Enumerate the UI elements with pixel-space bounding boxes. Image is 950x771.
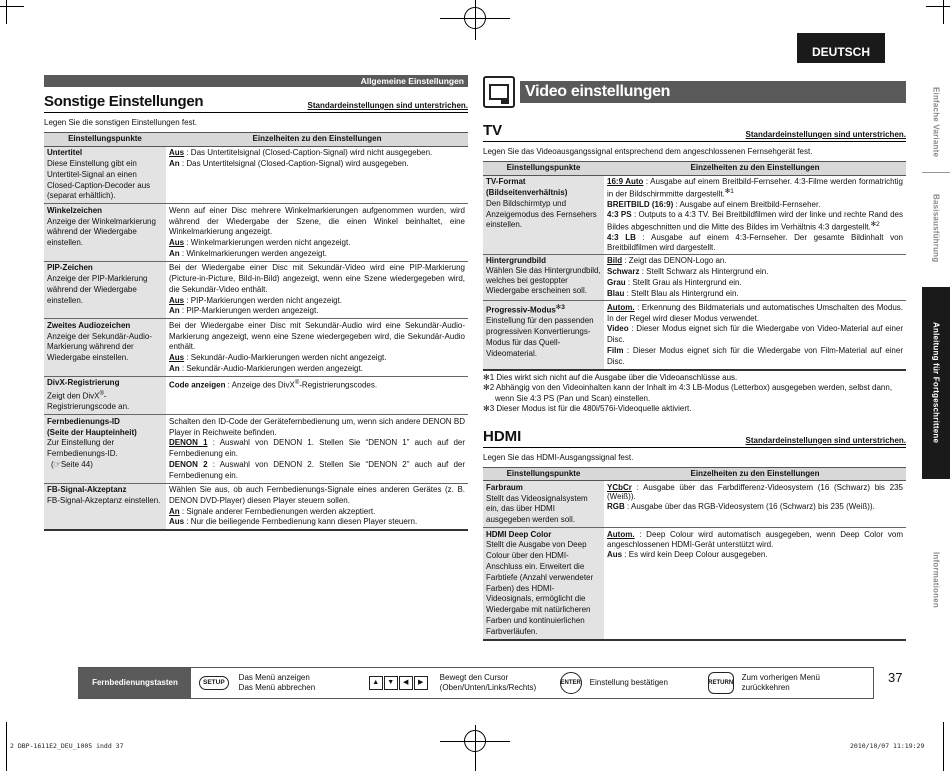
tv-table	[483, 161, 906, 371]
table-header	[44, 133, 468, 147]
table-row	[483, 481, 906, 528]
return-desc: Zum vorherigen Menü zurückkehren	[741, 673, 820, 692]
left-column	[44, 75, 468, 531]
column-header: Einzelheiten zu den Einstellungen	[604, 162, 906, 176]
setting-name: PIP-Zeichen	[47, 263, 93, 273]
option-text: : Auswahl von DENON 1. Stellen Sie “DENON 1” auch auf der Fernbedienung ein.	[169, 438, 466, 459]
tv-intro: Legen Sie das Videoausgangssignal entsprechend dem angeschlossenen Fernsehgerät fest.	[483, 147, 813, 156]
column-header: Einstellungspunkte	[483, 467, 604, 481]
standard-note: Standardeinstellungen sind unterstrichen.	[307, 101, 468, 110]
setting-desc: Wählen Sie das Hintergrundbild, welches bei gestoppter Wiedergabe erscheinen soll.	[486, 266, 601, 296]
option-key: Autom.	[607, 529, 635, 539]
option-key: Grau	[607, 277, 626, 287]
setting-name: Progressiv-Modus$^{✻3}$	[486, 303, 565, 315]
enter-key-icon: ENTER	[560, 672, 582, 694]
video-title: Video einstellungen	[520, 81, 906, 103]
setting-text: Wählen Sie aus, ob auch Fernbedienungs-Signale eines anderen Gerätes (z. B. DENON DVD-Player) diesen Player steuern sollen.	[169, 485, 465, 505]
option-key: YCbCr	[607, 482, 632, 492]
setting-desc: Zur Einstellung der Fernbedienungs-ID.	[47, 438, 118, 459]
option-text: : Ausgabe auf einem 4:3-Fernseher. Der gesamte Bildinhalt von Breitbildfilmen wird dargestellt.	[607, 232, 903, 252]
table-row	[483, 528, 906, 640]
option-text: : Outputs to a 4:3 TV. Bei Breitbildfilmen wird der linke und rechte Rand des Bildes abgeschnitten und die Mitte des Bildes im Verhältnis 4:3 dargestellt.	[607, 209, 903, 232]
standard-note: Standardeinstellungen sind unterstrichen.	[745, 130, 906, 139]
table-row	[44, 483, 468, 530]
hdmi-intro: Legen Sie das HDMI-Ausgangssignal fest.	[483, 452, 634, 462]
option-text: : Sekundär-Audio-Markierungen werden nicht angezeigt.	[184, 353, 387, 363]
option-key: An	[169, 159, 180, 169]
column-header: Einstellungspunkte	[44, 133, 166, 147]
footnote: ✻2 Abhängig von den Videoinhalten kann der Inhalt im 4:3 LB-Modus (Letterbox) ausgegeben werden, selbst dann, wenn Sie 4:3 PS (Pan und Scan) einstellen.	[483, 383, 893, 403]
table-row	[44, 204, 468, 261]
print-footer-right: 2010/10/07 11:19:29	[850, 742, 925, 750]
setting-desc: Stellt das Videosignalsystem ein, das über HDMI ausgegeben werden soll.	[486, 493, 588, 525]
video-banner	[483, 75, 906, 108]
settings-table	[44, 132, 468, 531]
option-key: An	[169, 363, 180, 373]
option-key: Schwarz	[607, 266, 640, 276]
setting-name: HDMI Deep Color	[486, 529, 552, 539]
option-key: 4:3 LB	[607, 232, 636, 242]
footnote: ✻3 Dieser Modus ist für die 480i/576i-Videoquelle aktiviert.	[483, 404, 692, 414]
table-header	[483, 467, 906, 481]
tab-einfache-variante[interactable]: Einfache Variante	[931, 87, 941, 158]
setting-desc: Diese Einstellung gibt ein Untertitel-Signal an einen Closed-Caption-Decoder aus (separat erhältlich).	[47, 159, 151, 201]
option-key: Aus	[169, 517, 185, 527]
option-text: : Deep Colour wird automatisch ausgegeben, wenn Deep Color vom angeschlossenen HDMI-Gerät unterstützt wird.	[607, 529, 903, 549]
option-text: : Ausgabe über das Farbdifferenz-Videosystem (16 (Schwarz) bis 235 (Weiß)).	[607, 482, 903, 502]
page-ref-icon: (☞	[51, 459, 61, 469]
setting-desc: Zeigt den DivX	[47, 391, 100, 401]
page-number: 37	[888, 670, 903, 685]
option-key: Film	[607, 345, 624, 355]
section-bar: Allgemeine Einstellungen	[44, 75, 468, 87]
option-text: : Erkennung des Bildmaterials und automatisches Umschalten des Modus. In der Regel wird dieser Modus verwendet.	[607, 302, 903, 323]
option-text: : Auswahl von DENON 2. Stellen Sie “DENON 2” auch auf der Fernbedienung ein.	[169, 459, 466, 480]
setting-text: Wenn auf einer Disc mehrere Winkelmarkierungen aufgenommen wurden, wird während der Wiedergabe der Szene, die einen Winkel beinhaltet, eine Winkelmarkierung angezeigt.	[169, 205, 465, 237]
option-key: Blau	[607, 288, 625, 298]
option-key: RGB	[607, 501, 625, 511]
setting-text: Bei der Wiedergabe einer Disc mit Sekundär-Audio wird eine Sekundär-Audio-Markierung angezeigt, wenn eine Szene wiedergegeben wird, die Sekundär-Audio enthält.	[169, 320, 465, 352]
cursor-keys-icon: ▲ ▼ ◀ ▶	[369, 676, 428, 690]
hdmi-title: HDMI	[483, 427, 522, 445]
remote-keys-bar	[78, 667, 874, 699]
option-key: BREITBILD (16:9)	[607, 199, 674, 209]
setting-name: Fernbedienungs-ID	[47, 416, 120, 426]
option-text: : Stellt Grau als Hintergrund ein.	[625, 277, 742, 287]
option-text: : Ausgabe über das RGB-Videosystem (16 (Schwarz) bis 235 (Weiß)).	[624, 501, 875, 511]
option-text: : PIP-Markierungen werden nicht angezeigt.	[184, 295, 342, 305]
table-row	[44, 146, 468, 203]
option-key: Aus	[607, 549, 623, 559]
table-header	[483, 162, 906, 176]
option-text: : Signale anderer Fernbedienungen werden akzeptiert.	[179, 506, 376, 516]
option-text: : Ausgabe auf einem Breitbild-Fernseher.	[673, 199, 821, 209]
option-text: : Sekundär-Audio-Markierungen werden angezeigt.	[179, 363, 363, 373]
setup-desc: Das Menü anzeigen Das Menü abbrechen	[238, 673, 316, 692]
section-header	[44, 93, 468, 113]
option-key: Video	[607, 324, 629, 334]
tab-informationen[interactable]: Informationen	[931, 552, 941, 608]
option-key: 4:3 PS	[607, 209, 632, 219]
option-key: An	[169, 506, 180, 516]
option-key: Code anzeigen	[169, 380, 226, 390]
setting-name: FB-Signal-Akzeptanz	[47, 485, 127, 495]
setup-key-icon: SETUP	[199, 676, 229, 690]
setting-desc: -Registrierungscode an.	[47, 391, 130, 412]
option-text: : Das Untertitelsignal (Closed-Caption-Signal) wird ausgegeben.	[179, 159, 409, 169]
setting-desc: FB-Signal-Akzeptanz einstellen.	[47, 495, 161, 505]
enter-desc: Einstellung bestätigen	[589, 678, 668, 687]
note-ref: ✻1	[724, 188, 734, 196]
option-key: DENON 1	[169, 438, 208, 448]
setting-name: Zweites Audiozeichen	[47, 320, 131, 330]
registration-mark	[464, 7, 486, 29]
setting-desc: Anzeige der Sekundär-Audio-Markierung während der Wiedergabe einstellen.	[47, 331, 152, 363]
footnotes	[483, 373, 906, 415]
table-row	[44, 319, 468, 376]
setting-desc: Stellt die Ausgabe von Deep Colour über den HDMI-Anschluss ein. Erweitert die Farbtiefe (Anzahl verwendeter Farben) des HDMI-Videosignals, ermöglicht die Wiedergabe mit natürlicheren Farben und kontinuierlichen Farbverläufen.	[486, 540, 594, 636]
setting-name: Farbraum	[486, 482, 523, 492]
option-text: : Winkelmarkierungen werden angezeigt.	[179, 248, 327, 258]
option-key: Aus	[169, 238, 185, 248]
page-ref: Seite 44)	[60, 459, 93, 469]
tab-basisausfuehrung[interactable]: Basisausführung	[931, 193, 941, 263]
option-text: : Es wird kein Deep Colour ausgegeben.	[622, 549, 768, 559]
option-text: : Ausgabe auf einem Breitbild-Fernseher. 4:3-Filme werden formatrichtig in der Bildschirmmitte dargestellt.	[607, 177, 903, 199]
option-text: : Zeigt das DENON-Logo an.	[622, 256, 727, 266]
cursor-desc: Bewegt den Cursor (Oben/Unten/Links/Rechts)	[439, 673, 537, 692]
table-row	[44, 261, 468, 318]
hdmi-header	[483, 428, 906, 448]
footnote: ✻1 Dies wirkt sich nicht auf die Ausgabe über die Videoanschlüsse aus.	[483, 372, 738, 382]
setting-name: Winkelzeichen	[47, 205, 103, 215]
option-key: Aus	[169, 353, 185, 363]
option-key: Aus	[169, 148, 185, 158]
option-key: 16:9 Auto	[607, 177, 644, 187]
hdmi-table	[483, 467, 906, 641]
column-header: Einstellungspunkte	[483, 162, 604, 176]
table-row	[483, 175, 906, 254]
tab-divider	[922, 172, 950, 173]
option-key: Autom.	[607, 302, 635, 312]
standard-note: Standardeinstellungen sind unterstrichen.	[745, 435, 906, 445]
option-text: : Winkelmarkierungen werden nicht angezeigt.	[184, 238, 351, 248]
crop-mark	[6, 722, 7, 771]
table-row	[483, 254, 906, 301]
crop-mark	[6, 0, 7, 24]
option-text: : Nur die beiliegende Fernbedienung kann diesen Player steuern.	[184, 517, 418, 527]
setting-name: TV-Format	[486, 177, 526, 187]
option-text: : Anzeige des DivX	[225, 380, 295, 390]
note-ref: ✻2	[870, 220, 880, 228]
option-key: An	[169, 306, 180, 316]
table-row	[44, 415, 468, 483]
registration-mark	[464, 730, 486, 752]
setting-text: Bei der Wiedergabe einer Disc mit Sekundär-Video wird eine PIP-Markierung (Picture-in-Picture, Bild-in-Bild) angezeigt, wenn eine Szene wiedergegeben wird, die Sekundär-Video enthält.	[169, 263, 465, 294]
option-key: DENON 2	[169, 459, 208, 469]
tv-header	[483, 122, 906, 142]
registered-icon: ®	[294, 380, 300, 387]
language-badge: DEUTSCH	[797, 33, 885, 63]
option-key: Aus	[169, 295, 185, 305]
setting-name-sub: (Bildseitenverhältnis)	[486, 188, 568, 198]
table-row	[44, 376, 468, 415]
setting-name-sub: (Seite der Haupteinheit)	[47, 427, 137, 437]
tv-title: TV	[483, 122, 503, 139]
setting-desc: Den Bildschirmtyp und Anzeigemodus des Fernsehers einstellen.	[486, 198, 597, 230]
option-key: An	[169, 248, 180, 258]
crop-mark	[926, 6, 950, 7]
section-title: Sonstige Einstellungen	[44, 93, 204, 110]
remote-label: Fernbedienungstasten	[79, 668, 191, 698]
setting-desc: Anzeige der PIP-Markierung während der Wiedergabe einstellen.	[47, 274, 148, 305]
registered-icon: ®	[99, 391, 104, 398]
crop-mark	[943, 0, 944, 24]
option-text: : Dieser Modus eignet sich für die Wiedergabe von Video-Material auf einer Disc.	[607, 324, 903, 345]
option-key: Bild	[607, 256, 623, 266]
setting-desc: Einstellung für den passenden progressiven Konvertierungs-Modus für das Quell-Videomaterial.	[486, 316, 594, 358]
setting-text: Schalten den ID-Code der Gerätefernbedienung um, wenn sich andere DENON BD Player in Reichweite befinden.	[169, 416, 465, 437]
column-header: Einzelheiten zu den Einstellungen	[166, 133, 468, 147]
option-text: : Stellt Blau als Hintergrund ein.	[624, 288, 739, 298]
setting-desc: Anzeige der Winkelmarkierung während der Wiedergabe einstellen.	[47, 216, 156, 248]
return-key-icon: RETURN	[708, 672, 734, 694]
crop-mark	[0, 6, 24, 7]
table-row	[483, 301, 906, 370]
option-text: : Das Untertitelsignal (Closed-Caption-Signal) wird nicht ausgegeben.	[184, 148, 433, 158]
setting-name: Untertitel	[47, 148, 83, 158]
crop-mark	[943, 722, 944, 771]
option-text: : PIP-Markierungen werden angezeigt.	[179, 306, 319, 316]
section-intro: Legen Sie die sonstigen Einstellungen fest.	[44, 118, 197, 127]
setting-name: Hintergrundbild	[486, 256, 546, 266]
monitor-icon	[483, 76, 515, 108]
tab-fortgeschrittene[interactable]: Anleitung für Fortgeschrittene	[922, 287, 950, 479]
option-text: : Stellt Schwarz als Hintergrund ein.	[639, 266, 769, 276]
right-column	[483, 75, 906, 641]
option-text: -Registrierungscodes.	[299, 380, 378, 390]
column-header: Einzelheiten zu den Einstellungen	[604, 467, 906, 481]
print-footer-left: 2 DBP-1611E2_DEU_1005 indd 37	[10, 742, 124, 750]
setting-name: DivX-Registrierung	[47, 378, 120, 388]
option-text: : Dieser Modus eignet sich für die Wiedergabe von Film-Material auf einer Disc.	[607, 345, 903, 366]
